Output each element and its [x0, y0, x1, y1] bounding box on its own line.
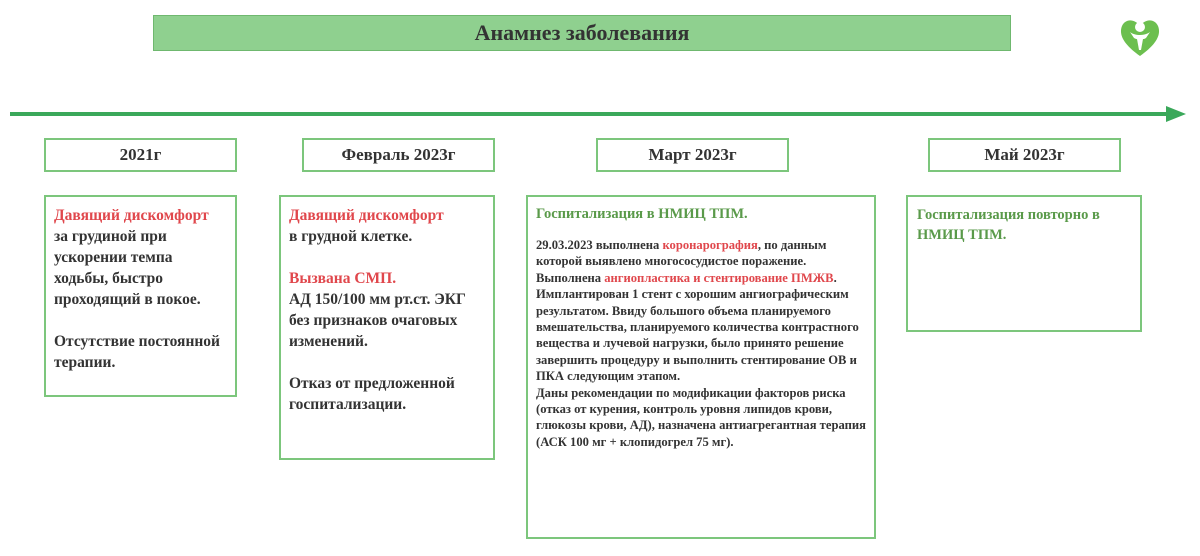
- symptom-lead: Давящий дискомфорт: [289, 207, 444, 224]
- card-feb-2023: [279, 195, 495, 460]
- ambulance-called: Вызвана СМП.: [289, 270, 397, 287]
- symptom-location: в грудной клетке.: [289, 228, 413, 245]
- repeat-hospitalization: Госпитализация повторно в НМИЦ ТПМ.: [917, 207, 1100, 243]
- coronarography-paragraph: 29.03.2023 выполнена коронарография, по данным которой выявлено многососудистое поражение.: [536, 238, 827, 269]
- therapy-note: Отсутствие постоянной терапии.: [54, 333, 220, 371]
- date-feb-2023: Февраль 2023г: [302, 138, 495, 172]
- slide-title: Анамнез заболевания: [153, 15, 1011, 51]
- card-2021: [44, 195, 237, 397]
- date-may-2023: Май 2023г: [928, 138, 1121, 172]
- symptom-desc: за грудиной при ускорении темпа ходьбы, быстро проходящий в покое.: [54, 228, 201, 308]
- hospitalization-heading: Госпитализация в НМИЦ ТПМ.: [536, 206, 748, 222]
- symptom-lead: Давящий дискомфорт: [54, 207, 209, 224]
- card-may-2023: [906, 195, 1142, 332]
- timeline-arrow: [10, 106, 1186, 122]
- green-heart-person-logo: [1116, 14, 1164, 58]
- ambulance-findings: АД 150/100 мм рт.ст. ЭКГ без признаков очаговых изменений.: [289, 291, 466, 350]
- date-2021: 2021г: [44, 138, 237, 172]
- refusal-note: Отказ от предложенной госпитализации.: [289, 375, 455, 413]
- stenting-paragraph: Выполнена ангиопластика и стентирование ПМЖВ. Имплантирован 1 стент с хорошим ангиографическим результатом. Ввиду большого объема планируемого вмешательства, планируемого количества контрастного вещества и лучевой нагрузки, было принято решение завершить процедуру и выполнить стентирование ОВ и ПКА следующим этапом.: [536, 270, 859, 384]
- card-mar-2023: [526, 195, 876, 539]
- recommendations-paragraph: Даны рекомендации по модификации факторов риска (отказ от курения, контроль уровня липидов крови, глюкозы крови, АД), назначена антиагрегантная терапия (АСК 100 мг + клопидогрел 75 мг).: [536, 385, 866, 449]
- date-mar-2023: Март 2023г: [596, 138, 789, 172]
